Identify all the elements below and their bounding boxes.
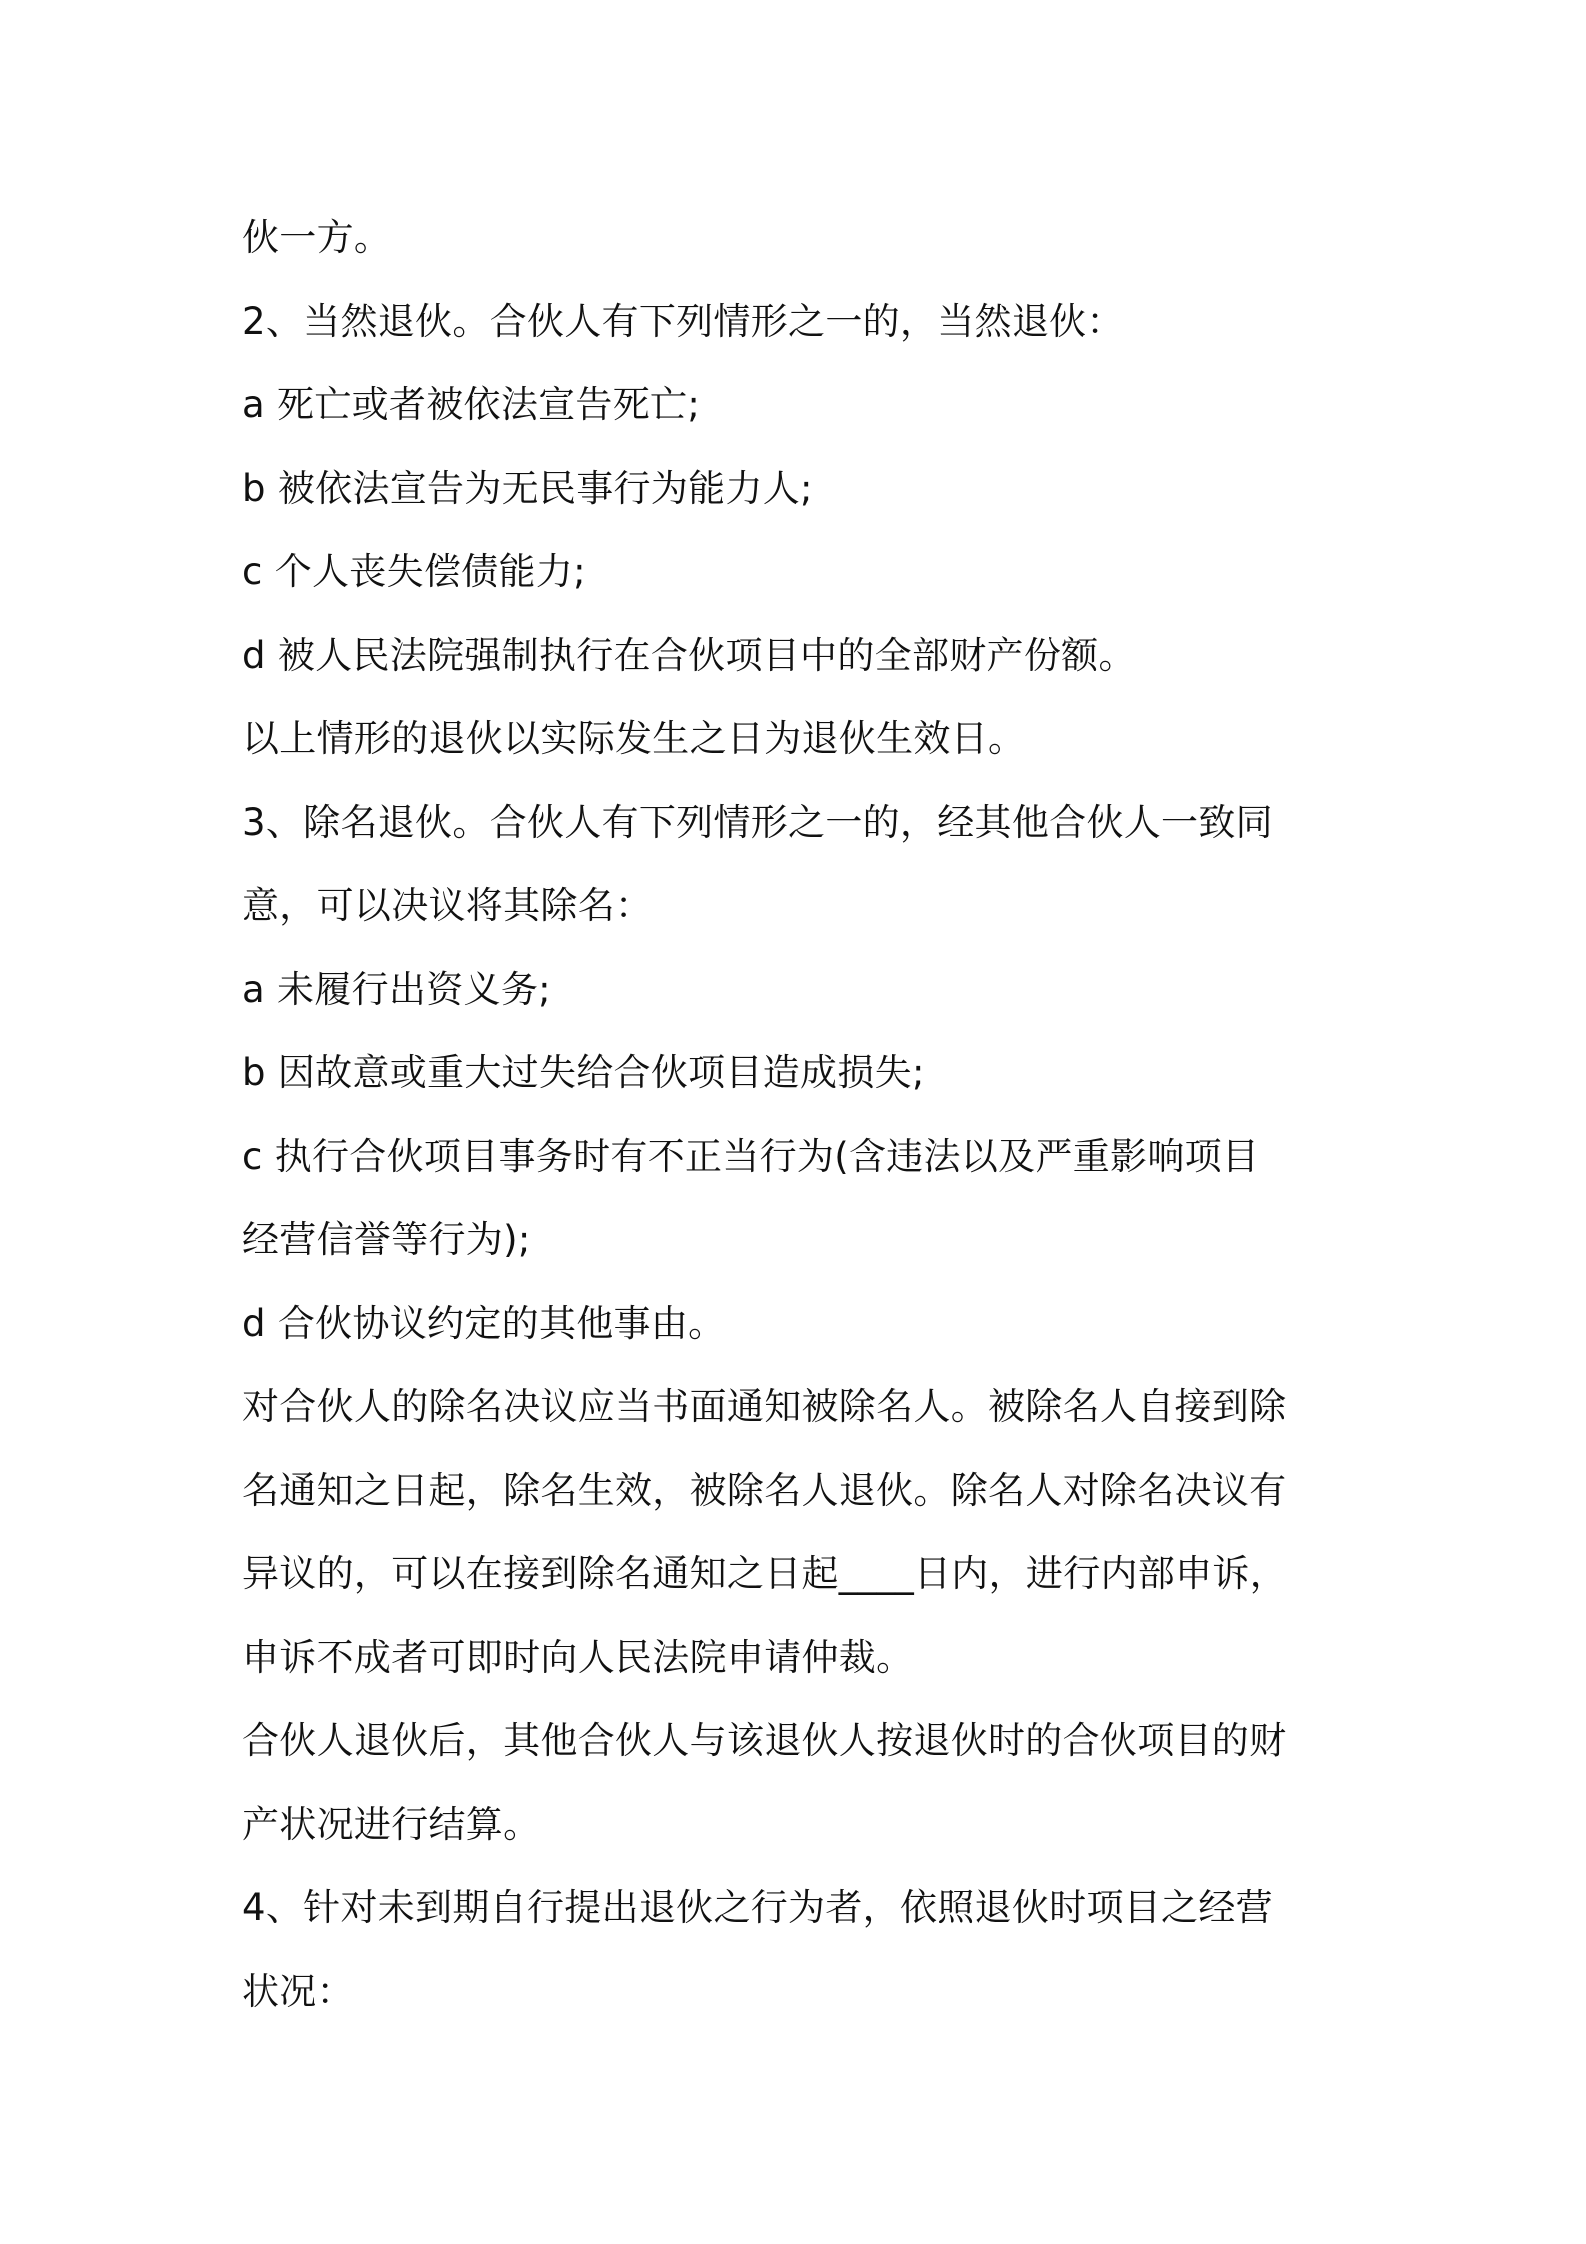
text-line: 状况： <box>242 1969 354 2013</box>
text-line: 名通知之日起，除名生效，被除名人退伙。除名人对除名决议有 <box>242 1468 1287 1512</box>
text-line: c 执行合伙项目事务时有不正当行为(含违法以及严重影响项目 <box>242 1134 1260 1178</box>
text-line: d 合伙协议约定的其他事由。 <box>242 1301 726 1345</box>
text-line: b 被依法宣告为无民事行为能力人; <box>242 466 813 510</box>
text-line: d 被人民法院强制执行在合伙项目中的全部财产份额。 <box>242 633 1136 677</box>
text-line: b 因故意或重大过失给合伙项目造成损失; <box>242 1051 925 1094</box>
text-line: 意，可以决议将其除名： <box>242 884 653 927</box>
document-body <box>242 196 1362 2033</box>
text-line: 伙一方。 <box>242 216 392 259</box>
text-line: 以上情形的退伙以实际发生之日为退伙生效日。 <box>242 717 1026 760</box>
text-line: 2、当然退伙。合伙人有下列情形之一的，当然退伙： <box>242 299 1124 343</box>
text-line: 申诉不成者可即时向人民法院申请仲裁。 <box>242 1635 914 1679</box>
text-line: 合伙人退伙后，其他合伙人与该退伙人按退伙时的合伙项目的财 <box>242 1719 1287 1762</box>
text-line: 经营信誉等行为); <box>242 1218 531 1261</box>
text-line: a 死亡或者被依法宣告死亡; <box>242 383 701 426</box>
text-line: 4、针对未到期自行提出退伙之行为者，依照退伙时项目之经营 <box>242 1886 1273 1929</box>
text-line: a 未履行出资义务; <box>242 967 551 1011</box>
text-line: 3、除名退伙。合伙人有下列情形之一的，经其他合伙人一致同 <box>242 800 1273 844</box>
text-line: 异议的，可以在接到除名通知之日起____日内，进行内部申诉， <box>242 1552 1287 1595</box>
text-line: c 个人丧失偿债能力; <box>242 550 586 593</box>
text-line: 对合伙人的除名决议应当书面通知被除名人。被除名人自接到除 <box>242 1385 1287 1428</box>
text-line: 产状况进行结算。 <box>242 1802 541 1846</box>
